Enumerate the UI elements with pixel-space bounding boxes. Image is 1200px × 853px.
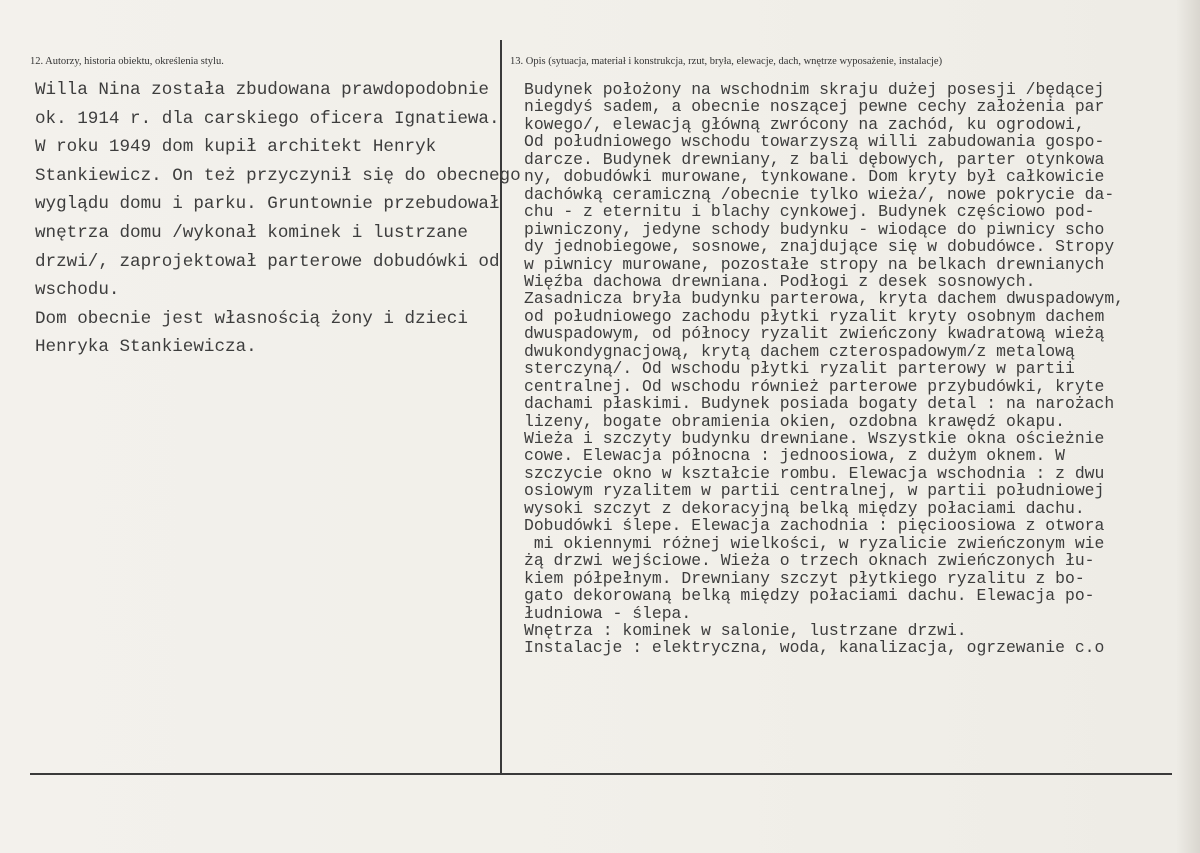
text-line: Od południowego wschodu towarzyszą willi zabudowania gospo- <box>524 132 1105 152</box>
text-line: niegdyś sadem, a obecnie noszącej pewne cechy założenia par <box>524 97 1105 117</box>
text-line: Wnętrza : kominek w salonie, lustrzane drzwi. <box>524 620 967 640</box>
text-line: Więźba dachowa drewniana. Podłogi z desek sosnowych. <box>524 271 1036 291</box>
column-divider <box>500 40 502 775</box>
text-line: dy jednobiegowe, sosnowe, znajdujące się w dobudówce. Stropy <box>524 237 1115 257</box>
text-line: chu - z eternitu i blachy cynkowej. Budynek częściowo pod- <box>524 202 1095 222</box>
text-line: w piwnicy murowane, pozostałe stropy na belkach drewnianych <box>524 254 1105 274</box>
text-line: wysoki szczyt z dekoracyjną belką między połaciami dachu. <box>524 498 1085 518</box>
text-line: szczycie okno w kształcie rombu. Elewacja wschodnia : z dwu <box>524 463 1105 483</box>
text-line: łudniowa - ślepa. <box>524 603 692 623</box>
text-line: darcze. Budynek drewniany, z bali dębowych, parter otynkowa <box>524 149 1105 169</box>
text-line: od południowego zachodu płytki ryzalit kryty osobnym dachem <box>524 306 1105 326</box>
text-line: osiowym ryzalitem w partii centralnej, w partii południowej <box>524 481 1105 501</box>
section-13-header: 13. Opis (sytuacja, materiał i konstrukcja, rzut, bryła, elewacje, dach, wnętrze wyposażenie, instalacje) <box>510 56 943 67</box>
text-line: Stankiewicz. On też przyczynił się do obecnego <box>35 165 521 186</box>
text-line: kowego/, elewacją główną zwrócony na zachód, ku ogrodowi, <box>524 114 1085 134</box>
text-line: piwniczony, jedyne schody budynku - wiodące do piwnicy scho <box>524 219 1105 239</box>
text-line: lizeny, bogate obramienia okien, ozdobna krawędź okapu. <box>524 411 1065 431</box>
text-line: dwukondygnacjową, krytą dachem czterospadowym/z metalową <box>524 341 1075 361</box>
text-line: wschodu. <box>35 280 120 301</box>
text-line: cowe. Elewacja północna : jednoosiowa, z dużym oknem. W <box>524 446 1065 466</box>
section-12-header: 12. Autorzy, historia obiektu, określenia stylu. <box>30 56 224 67</box>
text-line: ok. 1914 r. dla carskiego oficera Ignatiewa. <box>35 108 500 129</box>
text-line: Henryka Stankiewicza. <box>35 337 257 358</box>
text-line: dachami płaskimi. Budynek posiada bogaty detal : na narożach <box>524 394 1115 414</box>
text-line: Dobudówki ślepe. Elewacja zachodnia : pięcioosiowa z otwora <box>524 516 1105 536</box>
text-line: dwuspadowym, od północy ryzalit zwieńczony kwadratową wieżą <box>524 324 1105 344</box>
text-line: Instalacje : elektryczna, woda, kanalizacja, ogrzewanie c.o <box>524 638 1105 658</box>
text-line: dachówką ceramiczną /obecnie tylko wieża/, nowe pokrycie da- <box>524 184 1115 204</box>
text-line: Dom obecnie jest własnością żony i dzieci <box>35 308 468 329</box>
text-line: Budynek położony na wschodnim skraju dużej posesji /będącej <box>524 80 1105 99</box>
text-line: Wieża i szczyty budynku drewniane. Wszystkie okna ościeżnie <box>524 429 1105 448</box>
text-line: gato dekorowaną belką między połaciami dachu. Elewacja po- <box>524 586 1095 606</box>
text-line: kiem półpełnym. Drewniany szczyt płytkiego ryzalitu z bo- <box>524 568 1085 588</box>
text-line: żą drzwi wejściowe. Wieża o trzech oknach zwieńczonych łu- <box>524 551 1095 571</box>
text-line: ny, dobudówki murowane, tynkowane. Dom kryty był całkowicie <box>524 167 1105 187</box>
text-line: wyglądu domu i parku. Gruntownie przebudował <box>35 194 500 215</box>
text-line: Willa Nina została zbudowana prawdopodobnie <box>35 80 489 100</box>
text-line: wnętrza domu /wykonał kominek i lustrzane <box>35 223 468 243</box>
bottom-rule <box>30 773 1172 775</box>
text-line: W roku 1949 dom kupił architekt Henryk <box>35 137 437 158</box>
text-line: Zasadnicza bryła budynku parterowa, kryta dachem dwuspadowym, <box>524 289 1124 309</box>
text-line: sterczyną/. Od wschodu płytki ryzalit parterowy w partii <box>524 359 1075 379</box>
text-line: drzwi/, zaprojektował parterowe dobudówki od <box>35 251 500 272</box>
text-line: centralnej. Od wschodu również parterowe przybudówki, kryte <box>524 376 1105 396</box>
text-line: mi okiennymi różnej wielkości, w ryzalicie zwieńczonym wie <box>524 533 1105 553</box>
